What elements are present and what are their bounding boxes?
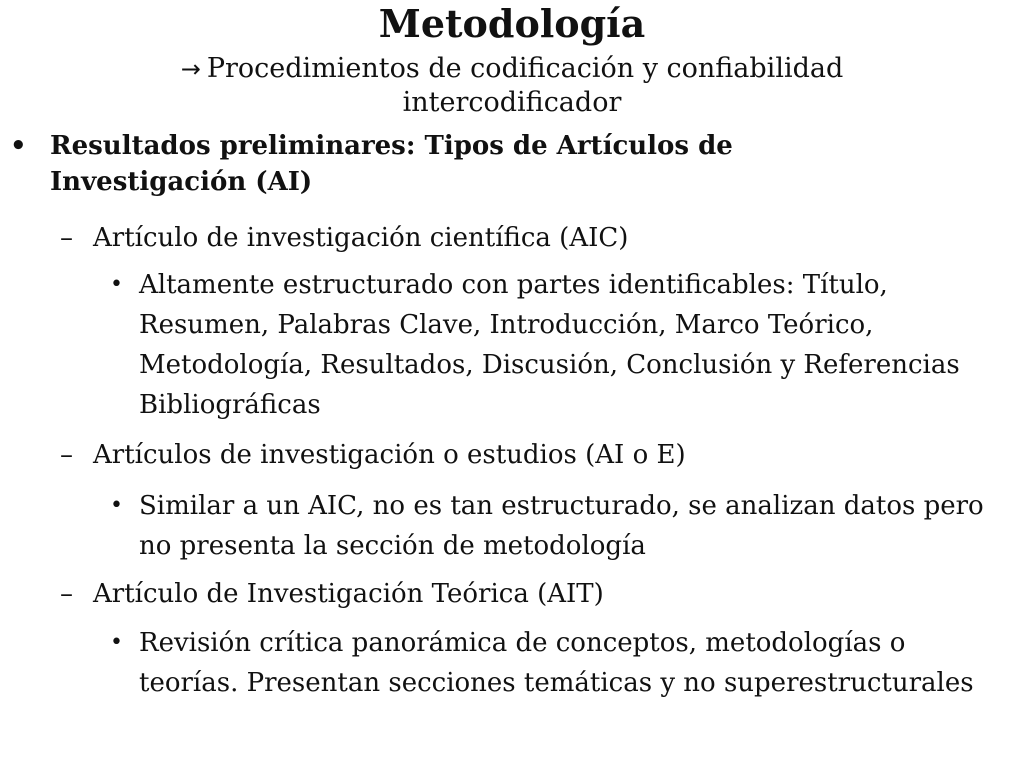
- item-heading-text: Artículo de Investigación Teórica (AIT): [93, 579, 604, 609]
- item-heading-text: Artículos de investigación o estudios (AI o E): [93, 440, 686, 470]
- item-heading-text: Artículo de investigación científica (AIC): [93, 223, 629, 253]
- list-item-heading: [60, 437, 960, 473]
- item-detail-text: Altamente estructurado con partes identificables: Título, Resumen, Palabras Clave, Introducción, Marco Teórico, Metodología, Resultados, Discusión, Conclusión y Referencias Bibliográficas: [139, 270, 960, 420]
- arrow-right-icon: →: [180, 55, 201, 83]
- bullet-dot: •: [10, 131, 27, 161]
- list-item-detail: [110, 265, 1010, 425]
- subtitle-text: Procedimientos de codificación y confiabilidad intercodificador: [206, 53, 844, 118]
- bullet-dot: •: [110, 493, 123, 518]
- slide-title: Metodología: [378, 1, 646, 46]
- dash-marker: –: [60, 440, 73, 470]
- main-bullet-text: Resultados preliminares: Tipos de Artículos de Investigación (AI): [50, 131, 733, 197]
- list-item-detail: [110, 623, 1010, 703]
- list-item-detail: [110, 486, 1010, 566]
- list-item-heading: [60, 576, 960, 612]
- bullet-dot: •: [110, 272, 123, 297]
- bullet-dot: •: [110, 630, 123, 655]
- main-bullet: [10, 128, 890, 200]
- slide-subtitle: [140, 52, 884, 120]
- dash-marker: –: [60, 223, 73, 253]
- list-item-heading: [60, 220, 960, 256]
- item-detail-text: Similar a un AIC, no es tan estructurado, se analizan datos pero no presenta la sección de metodología: [139, 491, 984, 561]
- dash-marker: –: [60, 579, 73, 609]
- item-detail-text: Revisión crítica panorámica de conceptos, metodologías o teorías. Presentan secciones temáticas y no superestructurales: [139, 628, 974, 698]
